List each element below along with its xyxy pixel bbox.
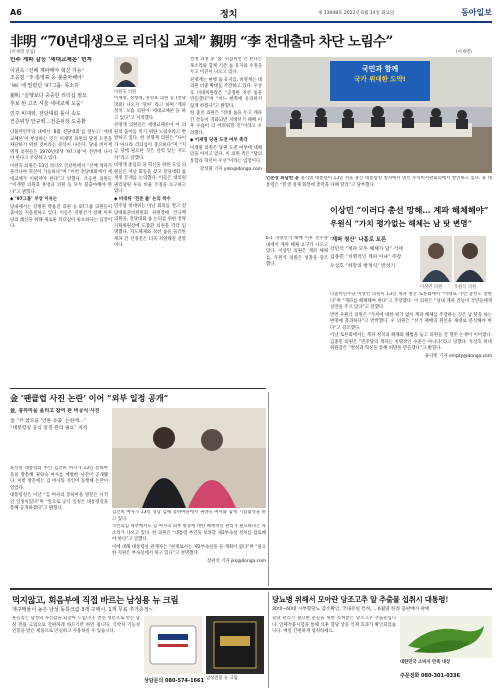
- portrait-photo: [114, 57, 138, 87]
- story3-subheads: [10, 408, 108, 464]
- ad-right-body: 혈당 관리가 필요한 분들을 위한 특허받은 당조고추 추출물입니다. 인체적용시험을 통해 식후 혈당 상승 억제 효과가 확인되었습니다. 매일 간편하게 섭취하세요.: [272, 616, 396, 634]
- col3-para-1: 결정 과정 중 ‘룰’ 뒤집히면 안 된다는 목소리와 함께 기존 룰 유지와 수정을 두고 이견이 나오고 있다.: [190, 57, 262, 75]
- story2-photo-caption-1: 이상민 의원: [420, 285, 443, 290]
- story2-byline: 윤다빈 기자 empty@donga.com: [425, 353, 492, 359]
- col3-byline: 강성휘 기자 yolo@donga.com: [199, 167, 262, 172]
- section-title: 정치: [220, 10, 238, 20]
- ad-left-product-name: 남성전용 뉴 크림: [206, 676, 238, 681]
- photo-caption-text: 윤석열 대통령이 13일 서울 용산 대통령실 청사에서 열린 수석비서관회의에서 발언하고 있다. 윤 대통령은 “민생 경제 회복에 총력을 다해 달라”고 당부했다.: [266, 176, 492, 188]
- person-silhouette-icon: [420, 236, 452, 282]
- story3-byline: 장관석 기자 jks@donga.com: [207, 558, 266, 564]
- cream-tube-icon: [144, 616, 202, 674]
- meeting-photo-caption: [266, 176, 492, 196]
- masthead: [10, 7, 492, 23]
- lead-story-col2: [114, 96, 186, 356]
- lead-subhead-2: 親明 “실행보다 중중한 리더십 필요 후보 된 고조 서울 세대교체 도움”: [10, 93, 87, 107]
- col2-para-1: 이재명, 정청래, 홍영표 의원 등 (전당대회) 나오지 ‘말아’ 라고 하며 ‘계파 정치’ 모습 의원이 ‘세대교체론’을 하고 있다”고 지적했다.: [114, 96, 186, 121]
- col3-para-2: 친명계는 현행 룰 유지를, 비명계는 대의원 비중 확대를 주장하고 있다. 우상호 비대위원장은 “공정한 경선 룰을 만들겠다”며 “어느 한쪽에 유리하지 않게 하겠다”고 밝혔다.: [190, 77, 262, 109]
- column-divider: [268, 392, 269, 586]
- lead-story-col3: [190, 57, 262, 317]
- photo-banner-line1: 국민과 함께: [361, 65, 399, 73]
- col3-para-4: 이재명 의원은 당권 도전 여부에 대해 말을 아끼고 있다. 이 의원 측은 “당의 통합과 혁신이 우선”이라는 입장이다.: [190, 145, 262, 164]
- story2-side-text: 6·1 지방선거 패배 이후 민주당 내에서 계파 해체 요구가 나오고 있다. 이상민 의원은 계파 해체를, 우원식 의원은 성찰을 강조했다.: [266, 236, 328, 267]
- portrait-caption: 이원욱 의원: [114, 90, 137, 95]
- photo-banner-line2: 국가 위대한 도약!: [354, 75, 406, 83]
- headline-caption-left: (이재명 선임): [10, 50, 36, 55]
- photo-caption-title: 인준장 화답한 윤: [266, 176, 300, 181]
- first-lady-photo: [112, 408, 266, 508]
- ad-right-subtitle: 30대~60대 시부형당뇨 감소확인, 국내유일 특허, …6월말 한정 품판매시 판매: [272, 607, 430, 612]
- col3-para-3: 한 중진 의원은 “전대 룰을 두고 계파 간 갈등이 격화되면 지방선거 패배 이후 수습이 더 어려워질 것”이라고 우려했다.: [190, 111, 262, 136]
- ad-separator: [268, 592, 269, 688]
- lead-subhead-3: 민주 비대위, 전당대회 룰이 속도 전준위장 안규백…전준위장 도종환: [10, 111, 86, 125]
- story2-side-box: [266, 236, 328, 356]
- story2-body: [330, 292, 492, 384]
- ad-left-product-image: [144, 616, 202, 674]
- story2-kicker: ‘계파 청산’ 나홀로 토론: [330, 237, 387, 243]
- col2-para-3: 비명계 중심의 당 혁신을 위한 모임 의원들은 이날 회동을 갖고 전당대회 룰 개정 문제를 논의했다. 이들은 대의원 권리당원 투표 비율 조정을 요구하고 있다.: [114, 163, 186, 194]
- story3-para-1: 윤석열 대통령의 부인 김건희 여사가 13일 봉하마을을 방문해 권양숙 여사를 예방한 사진이 공개됐다. 이번 방문에는 김 여사의 지인이 동행해 논란이 일었다.: [10, 466, 108, 491]
- col2-para-2: 친명계 의원들은 세대교체론이 이 의원의 출마를 막기 위한 노림수라고 반발하고 있다. 한 친명계 의원은 “나이가 아니라 리더십이 중요하다”며 “지금 당에 필요한 것은 실력 있는 지도자”라고 말했다.: [114, 123, 186, 161]
- ad-right-title: 당뇨병 위해서 모아란 당조고추 알 추출물 섭취시 대통령!: [272, 595, 449, 604]
- story3-para-4: 이에 대해 대통령실 관계자는 “현재로서는 제2부속실을 둘 계획이 없다”며 “필요한 지원은 부속실에서 하고 있다”고 설명했다.: [112, 544, 266, 556]
- story3-headline: 金 ‘팬클럽 사진 논란’ 이어 “외부 일정 공개”: [10, 393, 169, 403]
- lead-subhead-1: 이원욱 “선배 계파해야 혁신 가능” 조응천 “李·홍영표 등 불출마해야” ‘98’ 에 밀렸던 ‘97그룹’ 목소리: [10, 67, 85, 89]
- story3-subhead: 金 “尹 참모들 ‘언론 유출’ 논란에…” “대통령실 공식 일정 관리 필요” 지적: [10, 418, 88, 431]
- story2-headline-2: 우원식 “가치 평가없는 해체는 남 탓 변명”: [330, 219, 472, 228]
- story2-para-1: 더불어민주당 이상민 의원이 13일 계파 청산 토론회에서 “이대로 가면 총선도 망한다”며 “계파를 해체해야 한다”고 주장했다. 이 의원은 “당내 계파 갈등이 국민들에게 실망을 주고 있다”고 말했다.: [330, 292, 492, 310]
- lead-para-2: 이원욱 의원은 13일 라디오 인터뷰에서 “선배 계파가 물러나야 혁신이 가능하다”며 “이번 전당대회에서 세대교체가 이뤄져야 한다”고 말했다. 조응천 의원도 “이재명 의원과 홍영표 의원 등 모두 불출마해야 한다”고 밝혔다.: [10, 163, 112, 195]
- story2-subhead-1: 강민석 “계파 모두 해체가 답” 거세 김종민 “치명적인 계파 아냐” 주장: [330, 247, 403, 260]
- newspaper-logo: 동아일보: [461, 8, 492, 17]
- lead-para-1: 더불어민주당 내에서 ‘8월 전당대회’를 앞두고 ‘세대교체론’이 부상하는 것은 이재명 의원의 당권 도전을 차단하기 위한 것이라는 분석이 나온다. 당내 비이재명계 의원들은 1970년대생 ‘97그룹’이 전면에 나서야 한다고 주장하고 있다.: [10, 130, 112, 161]
- story3-para-2: 대통령실은 이날 “김 여사의 봉하마을 방문은 사적인 일정이었다”며 “앞으로 공식 일정은 대통령실을 통해 공개하겠다”고 밝혔다.: [10, 493, 108, 511]
- story3-para-3: 국민의힘 내부에서도 김 여사의 외부 활동에 대한 체계적인 관리가 필요하다는 목소리가 나오고 있다. 한 의원은 “대통령 부인을 보좌할 제2부속실 설치를 검토해야 한다”고 말했다.: [112, 524, 266, 542]
- ad-right-product-image: [400, 616, 492, 658]
- story3-col2: [112, 524, 266, 584]
- lead-story-col1: [10, 57, 112, 357]
- col2-section-head: ◆ 비대위 ‘전준 룰’ 논의 착수: [114, 196, 171, 202]
- first-lady-photo-caption: 김건희 여사가 13일 경남 김해 봉하마을에서 권양숙 여사와 함께 기념촬영을 하고 있다.: [112, 510, 266, 522]
- green-pepper-icon: [400, 616, 492, 658]
- story2-photo-caption-2: 우원식 의원: [454, 285, 477, 290]
- col2-para-4: 민주당 비대위는 이날 회의를 열고 전당대회준비위원회 위원장에 안규백 의원을, 전당대회 룰 논의를 위한 전략기획위원장에 도종환 의원을 각각 임명했다. 지도체제와 경선 룰을 둘러싼 계파 간 신경전은 더욱 치열해질 전망이다.: [114, 204, 186, 248]
- ad-divider: [10, 588, 492, 590]
- meeting-photo: [266, 57, 492, 173]
- story2-photo-1: [420, 236, 452, 282]
- ad-left-subtitle: 재구매율이 높은 남성 동특크림 3개 구매시, 1개 무료 추가증정~: [12, 607, 153, 613]
- story2-photo-2: [454, 236, 486, 282]
- lead-kicker: 민주 계파 갈등 ‘세대교체론’ 번져: [10, 57, 92, 63]
- lead-para-4: 당내에서는 강병원 박용진 의원 등 97그룹 의원들이 출마를 저울질하고 있다. 이들은 지방선거 참패 이후 당의 쇄신을 위해 새로운 리더십이 필요하다는 입장이다.: [10, 204, 112, 229]
- ad-right-badge: 대한민국 소비자 만족 대상: [400, 660, 451, 665]
- product-box-icon: [206, 616, 264, 674]
- portrait-silhouette-icon: [114, 57, 138, 87]
- story3-col1: [10, 466, 108, 584]
- ad-right-phone: 주문전화 080-301-0336: [400, 673, 461, 679]
- story2-headline-1: 이상민 “이러다 총선 망해… 계파 해체해야”: [330, 205, 489, 215]
- story2-subhead-2: 우상호 “희망의 방정식” 반성기: [330, 264, 396, 269]
- main-headline: 非明 “70년대생으로 리더십 교체” 親明 “李 전대출마 차단 노림수”: [10, 34, 393, 50]
- col3-section-head: ◆ 이재명 당권 도전 여부 촉각: [190, 138, 248, 143]
- ad-left-box-image: [206, 616, 264, 674]
- ad-left-body: 흔들리는 남성의 자신감을 되찾아 드립니다. 천연 성분으로 만든 남성 전용 크림으로 간편하게 바르기만 하면 됩니다. 식약처 기능성 인증을 받은 제품으로 안심하고 사용하실 수 있습니다.: [12, 616, 140, 634]
- section-divider: [10, 388, 266, 389]
- headline-caption-right: (이재명): [456, 50, 472, 55]
- story3-kicker: 金, 봉하마을 올리고 참여 관 비공식 사진: [10, 408, 100, 414]
- story2-para-2: 반면 우원식 의원은 “가치에 대한 평가 없이 계파 해체를 주장하는 것은 남 탓을 하는 변명에 불과하다”고 반박했다. 우 의원은 “선거 패배의 원인을 제대로 분석해야 한다”고 강조했다.: [330, 312, 492, 331]
- lead-section-head: ◆ ‘97그룹’ 부상 이유는: [10, 197, 58, 202]
- issue-info: 제 13948호 2022년 6월 14일 화요일: [318, 11, 395, 16]
- ad-left-phone: 상담문의 080-574-1661: [144, 678, 205, 684]
- story2-subheads: [330, 236, 418, 296]
- ad-left-title: 먹지않고, 회음부에 직접 바르는 남성용 뉴 크림: [12, 595, 179, 605]
- person-silhouette-icon: [454, 236, 486, 282]
- page-number: A6: [10, 8, 22, 17]
- two-women-scene-icon: [112, 408, 266, 508]
- story2-para-3: 이날 토론회에서는 계파 정치의 폐해와 해법을 놓고 의원들 간 열띤 논쟁이 이어졌다. 김종민 의원은 “민주당의 계파는 치명적인 수준은 아니다”라고 말했다. 우상호 비대위원장은 “반성과 혁신을 통해 희망을 만들겠다”고 밝혔다.: [330, 333, 492, 351]
